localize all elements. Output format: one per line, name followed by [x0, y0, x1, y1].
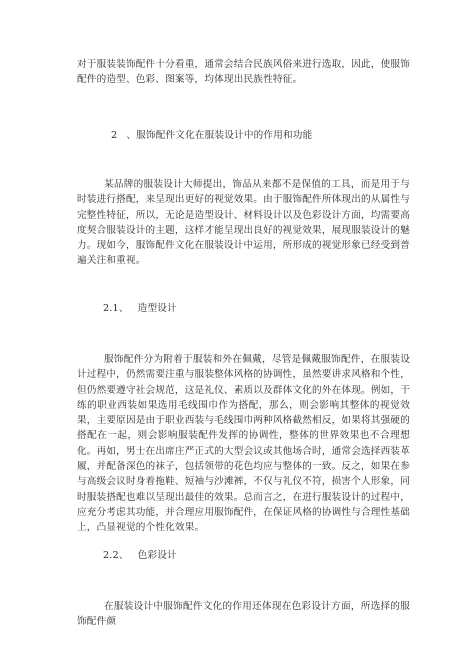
section-2-number: 2: [111, 130, 118, 141]
section-2-2-heading: [103, 548, 177, 563]
section-2-2-paragraph: 在服装设计中服饰配件文化的作用还体现在色彩设计方面，所选择的服饰配件颜: [77, 601, 410, 628]
section-2-1-paragraph: 服饰配件分为附着于服装和外在佩戴，尽管是佩戴服饰配件，在服装设计过程中，仍然需要注重与服装整体风格的协调性，虽然要讲求风格和个性，但仍然要遵守社会规范，这是礼仪、素质以及群体文化的外在体现。例如，干练的职业西装如果选用毛线围巾作为搭配，那么，则会影响其整体的视觉效果，主要原因是由于职业西装与毛线围巾两种风格截然相反，如果将其强硬的搭配在一起，则会影响服装配件发挥的协调性，整体的世界效果也不合理想化。再如，男士在出席庄严正式的大型会议或其他场合时，通常会选择西装革履，并配备深色的袜子，包括领带的花色均应与整体的一致。反之，如果在参与高级会议时身着拖鞋、短袖与沙滩裤，不仅与礼仪不符，损害个人形象，同时服装搭配也难以呈现出最佳的效果。总而言之，在进行服装设计的过程中，应充分考虑其功能，并合理应用服饰配件，在保证风格的协调性与合理性基础上，凸显视觉的个性化效果。: [77, 354, 410, 534]
section-2-title: 、服饰配件文化在服装设计中的作用和功能: [126, 130, 313, 141]
section-2-1-heading: [103, 301, 177, 316]
section-2-1-number: 2.1、: [103, 303, 129, 314]
section-2-1-title: 造型设计: [137, 303, 177, 314]
section-2-2-title: 色彩设计: [137, 550, 177, 561]
intro-paragraph: 对于服装装饰配件十分看重，通常会结合民族风俗来进行选取，因此，使服饰配件的造型、色彩、图案等，均体现出民族性特征。: [77, 59, 410, 86]
section-2-2-number: 2.2、: [103, 550, 129, 561]
section-2-paragraph: 某品牌的服装设计大师提出，饰品从来都不是保值的工具，而是用于与时装进行搭配，来呈现出更好的视觉效果。由于服饰配件所体现出的从属性与完整性特征，所以，无论是造型设计、材料设计以及色彩设计方面，均需要高度契合服装设计的主题，这样才能呈现出良好的视觉效果，展现服装设计的魅力。现如今，服饰配件文化在服装设计中运用，所形成的视觉形象已经受到普遍关注和重视。: [77, 179, 410, 267]
section-2-heading: [111, 128, 312, 143]
